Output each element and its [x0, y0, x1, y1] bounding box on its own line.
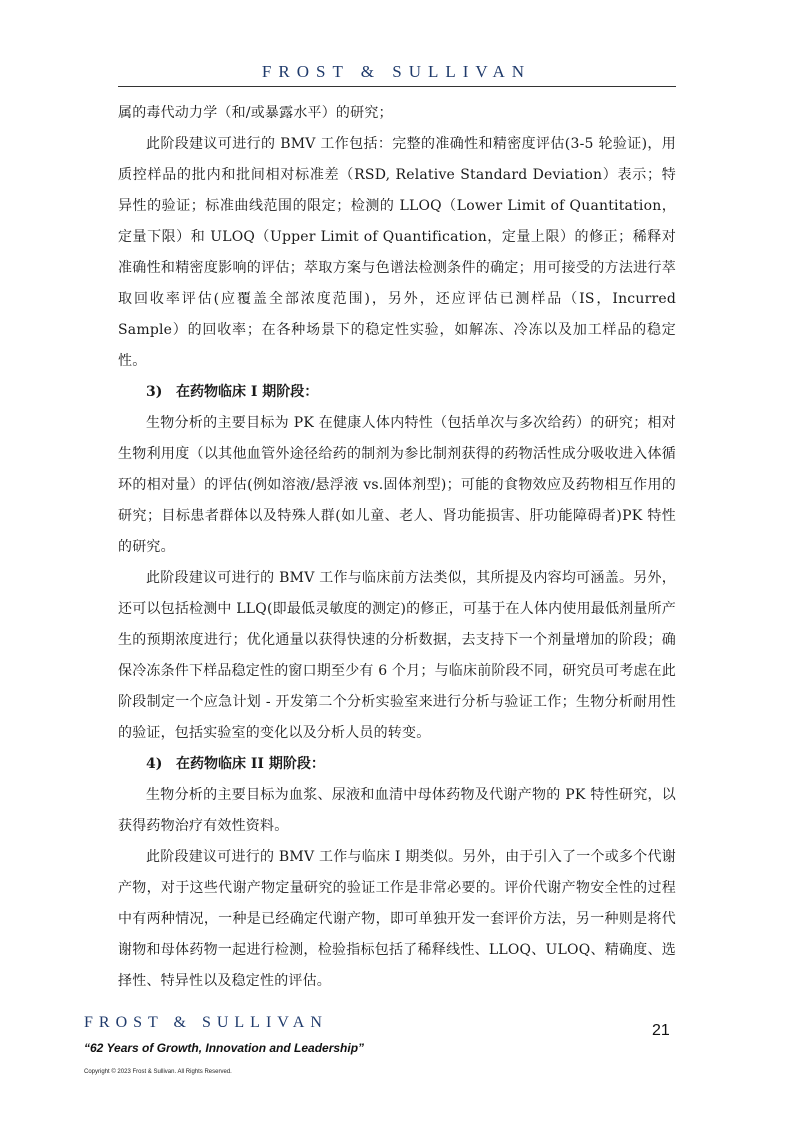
paragraph-4: 此阶段建议可进行的 BMV 工作与临床前方法类似，其所提及内容均可涵盖。另外，还可以包括检测中 LLQ(即最低灵敏度的测定)的修正，可基于在人体内使用最低剂量所产生的预期浓度进行；优化通量以获得快速的分析数据，去支持下一个剂量增加的阶段；确保冷冻条件下样品稳定性的窗口期至少有 6 个月；与临床前阶段不同，研究员可考虑在此阶段制定一个应急计划 - 开发第二个分析实验室来进行分析与验证工作；生物分析耐用性的验证，包括实验室的变化以及分析人员的转变。: [118, 570, 677, 741]
page-number: 21: [652, 1022, 670, 1039]
section-number: 3): [146, 384, 163, 400]
section-heading-3: [118, 377, 676, 408]
header-logo: FROST & SULLIVAN: [261, 62, 532, 81]
document-body: [118, 98, 676, 997]
section-number: 4): [146, 756, 163, 772]
section-heading-4: [118, 749, 676, 780]
paragraph-6: 此阶段建议可进行的 BMV 工作与临床 I 期类似。另外，由于引入了一个或多个代谢产物，对于这些代谢产物定量研究的验证工作是非常必要的。评价代谢产物安全性的过程中有两种情况，一种是已经确定代谢产物，即可单独开发一套评价方法，另一种则是将代谢物和母体药物一起进行检测，检验指标包括了稀释线性、LLOQ、ULOQ、精确度、选择性、特异性以及稳定性的评估。: [118, 849, 676, 989]
section-title: 在药物临床 I 期阶段：: [176, 384, 319, 400]
footer-logo: FROST & SULLIVAN: [84, 1014, 328, 1031]
paragraph-2: 此阶段建议可进行的 BMV 工作包括：完整的准确性和精密度评估(3-5 轮验证)，用质控样品的批内和批间相对标准差（RSD, Relative Standard Deviation）表示；特异性的验证；标准曲线范围的限定；检测的 LLOQ（Lower Limit of Quantitation，定量下限）和 ULOQ（Upper Limit of Quantification，定量上限）的修正；稀释对准确性和精密度影响的评估；萃取方案与色谱法检测条件的确定；用可接受的方法进行萃取回收率评估(应覆盖全部浓度范围)，另外，还应评估已测样品（IS，Incurred Sample）的回收率；在各种场景下的稳定性实验，如解冻、冷冻以及加工样品的稳定性。: [118, 136, 676, 369]
paragraph-5: 生物分析的主要目标为血浆、尿液和血清中母体药物及代谢产物的 PK 特性研究，以获得药物治疗有效性资料。: [118, 787, 676, 834]
paragraph-3: 生物分析的主要目标为 PK 在健康人体内特性（包括单次与多次给药）的研究；相对生物利用度（以其他血管外途径给药的制剂为参比制剂获得的药物活性成分吸收进入体循环的相对量）的评估(例如溶液/悬浮液 vs.固体剂型)；可能的食物效应及药物相互作用的研究；目标患者群体以及特殊人群(如儿童、老人、肾功能损害、肝功能障碍者)PK 特性的研究。: [118, 415, 676, 555]
footer-tagline: “62 Years of Growth, Innovation and Leadership”: [84, 1041, 365, 1055]
copyright-notice: Copyright © 2023 Frost & Sullivan. All Rights Reserved.: [84, 1069, 232, 1075]
paragraph-1: 属的毒代动力学（和/或暴露水平）的研究；: [118, 105, 393, 121]
section-title: 在药物临床 II 期阶段：: [176, 756, 325, 772]
header-divider: [118, 86, 676, 87]
